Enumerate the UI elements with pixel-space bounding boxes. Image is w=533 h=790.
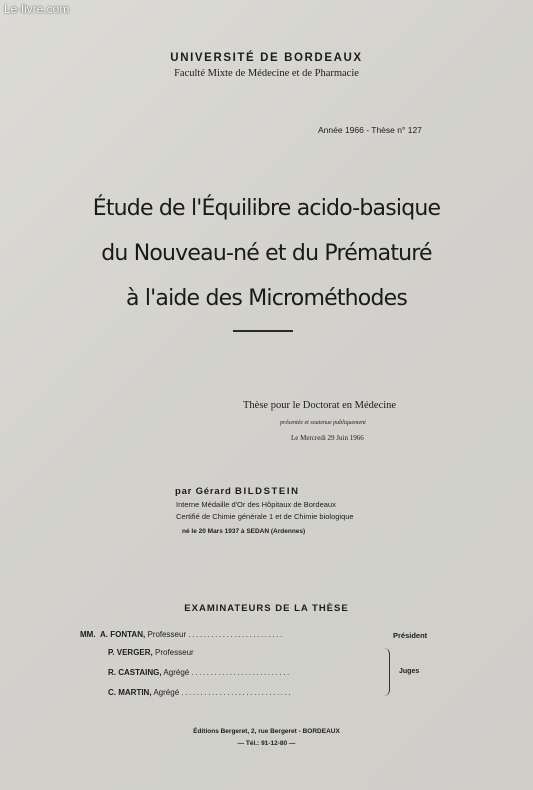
author-credential-1: Interne Médaille d'Or des Hôpitaux de Bordeaux (176, 500, 336, 509)
author-credential-2: Certifié de Chimie générale 1 et de Chimie biologique (176, 512, 354, 521)
watermark: Le-livre.com (4, 2, 70, 16)
examiner-title: Professeur (155, 648, 194, 657)
examiner-title: Agrégé (163, 668, 190, 677)
author-surname: BILDSTEIN (235, 486, 300, 497)
defense-date: Le Mercredi 29 Juin 1966 (291, 434, 364, 442)
examiner-name: A. FONTAN, (100, 630, 146, 639)
examiners-heading: EXAMINATEURS DE LA THÈSE (184, 603, 349, 614)
title-rule (233, 330, 293, 332)
publisher-address: Éditions Bergeret, 2, rue Bergeret - BORDEAUX (193, 728, 340, 735)
presented-note: présentée et soutenue publiquement (280, 420, 366, 426)
title-line-3: à l'aide des Microméthodes (125, 286, 408, 311)
examiner-row (108, 668, 291, 677)
publisher-phone: — Tél.: 91-12-80 — (237, 740, 296, 747)
juges-label: Juges (399, 668, 420, 675)
examiner-title: Professeur (147, 630, 187, 639)
juges-brace (383, 648, 390, 696)
thesis-label: Thèse pour le Doctorat en Médecine (243, 400, 397, 411)
examiner-row (108, 688, 292, 697)
examiner-name: R. CASTAING, (108, 668, 162, 677)
title-line-2: du Nouveau-né et du Prématuré (101, 241, 432, 266)
examiner-title: Agrégé (153, 688, 180, 697)
examiner-row (108, 648, 194, 657)
examiner-name: P. VERGER, (108, 648, 153, 657)
author-birth: né le 20 Mars 1937 à SEDAN (Ardennes) (182, 528, 306, 535)
examiner-row (80, 630, 284, 639)
year-thesis-number: Année 1966 - Thèse n° 127 (318, 125, 422, 135)
leader-dots: .......................... (191, 668, 291, 677)
university-name: UNIVERSITÉ DE BORDEAUX (170, 52, 363, 64)
faculty-name: Faculté Mixte de Médecine et de Pharmacie (174, 68, 359, 79)
examiner-prefix: MM. (80, 630, 96, 639)
title-line-1: Étude de l'Équilibre acido-basique (92, 196, 441, 221)
leader-dots: ......................... (188, 630, 284, 639)
author-line (175, 486, 300, 497)
leader-dots: ............................. (181, 688, 293, 697)
author-by: par Gérard (175, 486, 232, 497)
president-label: Président (393, 631, 428, 640)
examiner-name: C. MARTIN, (108, 688, 152, 697)
